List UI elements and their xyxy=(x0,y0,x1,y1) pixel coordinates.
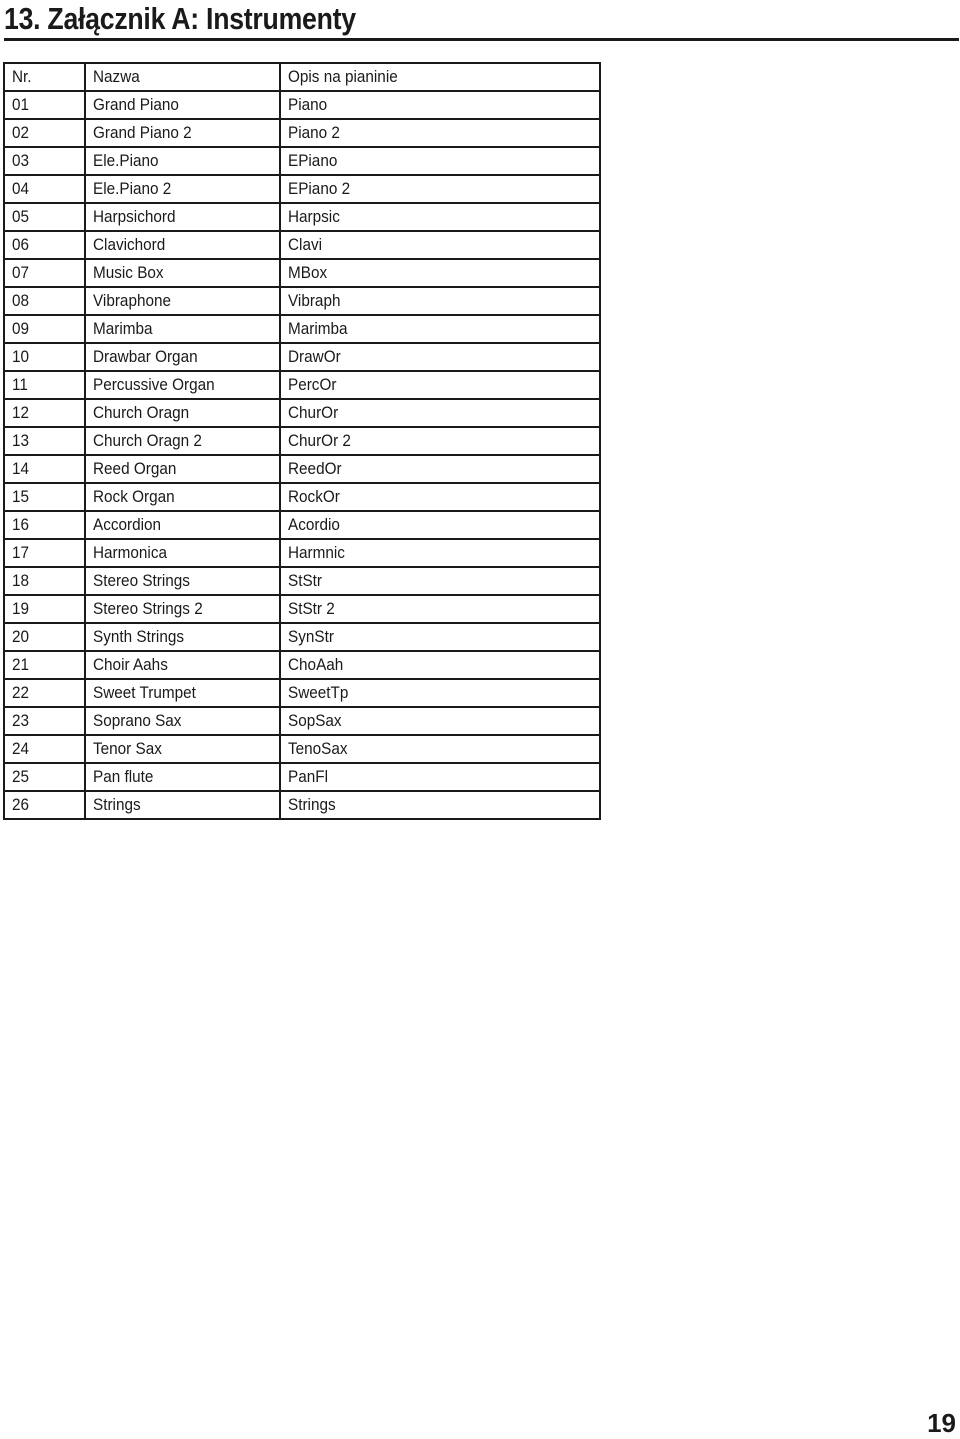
cell-nr: 10 xyxy=(4,343,85,371)
cell-name: Marimba xyxy=(85,315,280,343)
cell-name: Synth Strings xyxy=(85,623,280,651)
cell-desc: Piano xyxy=(280,91,600,119)
table-row xyxy=(4,343,600,371)
table-row xyxy=(4,567,600,595)
cell-nr: 14 xyxy=(4,455,85,483)
table-row xyxy=(4,287,600,315)
cell-desc: StStr 2 xyxy=(280,595,600,623)
cell-name: Vibraphone xyxy=(85,287,280,315)
cell-name: Music Box xyxy=(85,259,280,287)
cell-desc: PercOr xyxy=(280,371,600,399)
cell-nr: 25 xyxy=(4,763,85,791)
cell-name: Harmonica xyxy=(85,539,280,567)
cell-name: Ele.Piano 2 xyxy=(85,175,280,203)
cell-name: Church Oragn xyxy=(85,399,280,427)
table-row xyxy=(4,483,600,511)
cell-desc: ChurOr 2 xyxy=(280,427,600,455)
table-row xyxy=(4,455,600,483)
cell-desc: Acordio xyxy=(280,511,600,539)
table-row xyxy=(4,259,600,287)
cell-name: Grand Piano 2 xyxy=(85,119,280,147)
table-row xyxy=(4,735,600,763)
table-row xyxy=(4,707,600,735)
cell-desc: ChoAah xyxy=(280,651,600,679)
cell-desc: Harmnic xyxy=(280,539,600,567)
cell-nr: 24 xyxy=(4,735,85,763)
cell-desc: DrawOr xyxy=(280,343,600,371)
cell-nr: 01 xyxy=(4,91,85,119)
cell-name: Tenor Sax xyxy=(85,735,280,763)
cell-nr: 07 xyxy=(4,259,85,287)
table-row xyxy=(4,231,600,259)
cell-desc: EPiano 2 xyxy=(280,175,600,203)
cell-name: Grand Piano xyxy=(85,91,280,119)
table-row xyxy=(4,679,600,707)
cell-nr: 19 xyxy=(4,595,85,623)
cell-desc: Piano 2 xyxy=(280,119,600,147)
cell-desc: StStr xyxy=(280,567,600,595)
table-body xyxy=(4,91,600,819)
table-row xyxy=(4,175,600,203)
cell-desc: Strings xyxy=(280,791,600,819)
table-row xyxy=(4,623,600,651)
instruments-table xyxy=(3,62,601,820)
cell-nr: 18 xyxy=(4,567,85,595)
cell-desc: ReedOr xyxy=(280,455,600,483)
cell-nr: 21 xyxy=(4,651,85,679)
header-name: Nazwa xyxy=(85,63,280,91)
cell-name: Clavichord xyxy=(85,231,280,259)
cell-nr: 15 xyxy=(4,483,85,511)
cell-desc: Harpsic xyxy=(280,203,600,231)
cell-nr: 08 xyxy=(4,287,85,315)
cell-desc: EPiano xyxy=(280,147,600,175)
cell-nr: 09 xyxy=(4,315,85,343)
page-title: 13. Załącznik A: Instrumenty xyxy=(4,1,356,36)
cell-name: Percussive Organ xyxy=(85,371,280,399)
cell-nr: 11 xyxy=(4,371,85,399)
cell-nr: 26 xyxy=(4,791,85,819)
table-row xyxy=(4,203,600,231)
cell-name: Drawbar Organ xyxy=(85,343,280,371)
cell-desc: TenoSax xyxy=(280,735,600,763)
table-row xyxy=(4,539,600,567)
cell-nr: 22 xyxy=(4,679,85,707)
cell-desc: PanFl xyxy=(280,763,600,791)
cell-name: Strings xyxy=(85,791,280,819)
cell-name: Reed Organ xyxy=(85,455,280,483)
cell-desc: Clavi xyxy=(280,231,600,259)
cell-name: Accordion xyxy=(85,511,280,539)
cell-desc: SweetTp xyxy=(280,679,600,707)
header-nr: Nr. xyxy=(4,63,85,91)
table-header-row xyxy=(4,63,600,91)
cell-name: Choir Aahs xyxy=(85,651,280,679)
cell-nr: 02 xyxy=(4,119,85,147)
cell-desc: ChurOr xyxy=(280,399,600,427)
cell-name: Soprano Sax xyxy=(85,707,280,735)
cell-nr: 04 xyxy=(4,175,85,203)
table-row xyxy=(4,595,600,623)
table-row xyxy=(4,119,600,147)
cell-nr: 13 xyxy=(4,427,85,455)
cell-name: Stereo Strings xyxy=(85,567,280,595)
cell-nr: 06 xyxy=(4,231,85,259)
cell-name: Pan flute xyxy=(85,763,280,791)
cell-desc: SopSax xyxy=(280,707,600,735)
cell-name: Rock Organ xyxy=(85,483,280,511)
cell-name: Harpsichord xyxy=(85,203,280,231)
cell-desc: MBox xyxy=(280,259,600,287)
table-row xyxy=(4,651,600,679)
cell-nr: 23 xyxy=(4,707,85,735)
cell-nr: 03 xyxy=(4,147,85,175)
title-underline xyxy=(4,38,959,41)
cell-name: Stereo Strings 2 xyxy=(85,595,280,623)
cell-name: Church Oragn 2 xyxy=(85,427,280,455)
header-desc: Opis na pianinie xyxy=(280,63,600,91)
table-row xyxy=(4,371,600,399)
cell-desc: RockOr xyxy=(280,483,600,511)
cell-nr: 17 xyxy=(4,539,85,567)
table-row xyxy=(4,511,600,539)
cell-nr: 05 xyxy=(4,203,85,231)
table-row xyxy=(4,315,600,343)
cell-name: Sweet Trumpet xyxy=(85,679,280,707)
cell-desc: SynStr xyxy=(280,623,600,651)
page-number: 19 xyxy=(927,1408,956,1438)
cell-desc: Vibraph xyxy=(280,287,600,315)
table-row xyxy=(4,791,600,819)
table-row xyxy=(4,399,600,427)
cell-name: Ele.Piano xyxy=(85,147,280,175)
table-row xyxy=(4,427,600,455)
cell-nr: 20 xyxy=(4,623,85,651)
cell-nr: 16 xyxy=(4,511,85,539)
cell-desc: Marimba xyxy=(280,315,600,343)
table-row xyxy=(4,147,600,175)
table-row xyxy=(4,763,600,791)
cell-nr: 12 xyxy=(4,399,85,427)
table-row xyxy=(4,91,600,119)
